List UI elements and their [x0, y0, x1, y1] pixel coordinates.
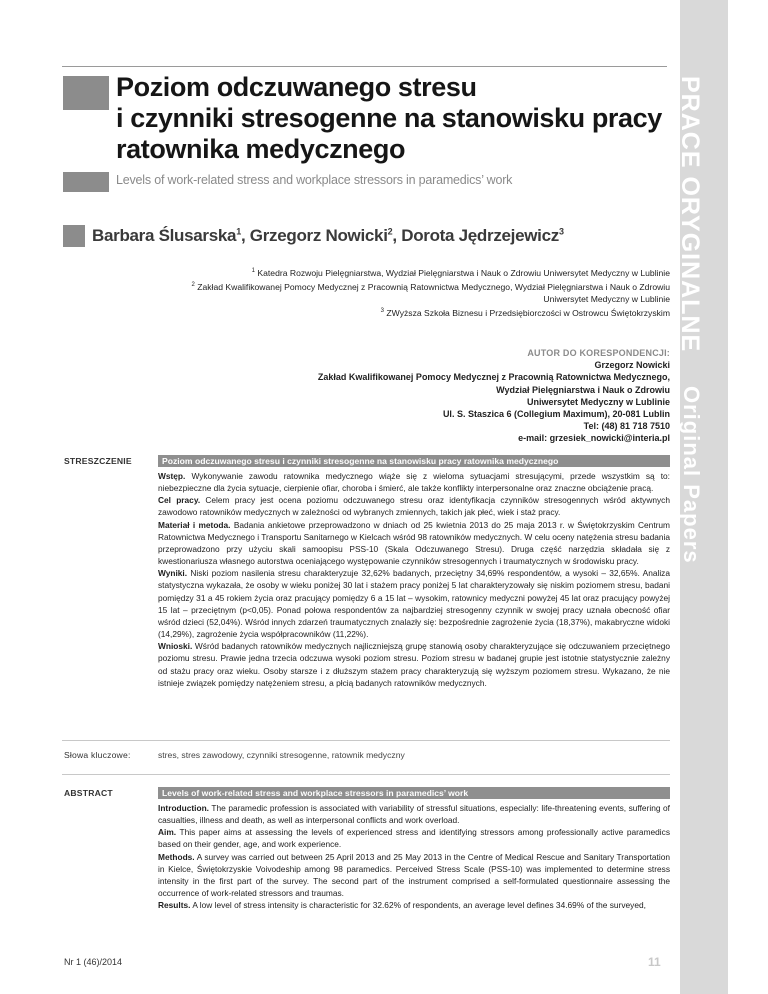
- correspondence-line: Wydział Pielęgniarstwa i Nauk o Zdrowiu: [496, 384, 670, 395]
- article-title: [116, 72, 676, 165]
- issue-number: Nr 1 (46)/2014: [64, 957, 123, 967]
- correspondence-email: e-mail: grzesiek_nowicki@interia.pl: [518, 433, 670, 444]
- paragraph: Wnioski. Wśród badanych ratowników medycznych najliczniejszą grupę stanowią osoby charakteryzujące się odczuwaniem przeciętnego poziomu stresu. Prawie jedna trzecia odczuwa wysoki poziom stresu. Poziom stresu w badanej grupie jest istotnie statystycznie zależny od stażu pracy oraz wieku. Osoby starsze i z dłuższym stażem pracy charakteryzują się wyższym poziomem stresu. Wykazano, że nie istnieje związek pomiędzy natężeniem stresu, a płcią badanych ratowników medycznych.: [158, 641, 670, 688]
- paragraph: Cel pracy. Celem pracy jest ocena poziomu odczuwanego stresu oraz identyfikacja czynników stresogennych wśród aktywnych zawodowo ratowników medycznych w zależności od wybranych zmiennych, takich jak płeć, wiek i staż pracy.: [158, 495, 670, 518]
- author-1-sup: 1: [236, 226, 241, 237]
- section-divider: [62, 774, 670, 775]
- streszczenie-label: STRESZCZENIE: [64, 456, 132, 466]
- paragraph: Wstęp. Wykonywanie zawodu ratownika medycznego wiąże się z wieloma sytuacjami stresującymi, przede wszystkim są to: niebezpieczne dla życia sytuacje, cierpienie ofiar, choroba i śmierć, ale także konflikty interpersonalne oraz znaczne obciążenie pracą.: [158, 471, 670, 494]
- subtitle-marker-box: [63, 172, 109, 192]
- abstract-body: [158, 802, 670, 911]
- correspondence-heading: AUTOR DO KORESPONDENCJI:: [527, 348, 670, 358]
- correspondence-block: [150, 347, 670, 445]
- affiliation-2-cont: Uniwersytet Medyczny w Lublinie: [543, 293, 670, 304]
- title-marker-box: [63, 76, 109, 110]
- title-line-2: i czynniki stresogenne na stanowisku pracy: [116, 103, 662, 133]
- page-number: 11: [648, 955, 661, 969]
- author-2-sup: 2: [387, 226, 393, 237]
- correspondence-line: Zakład Kwalifikowanej Pomocy Medycznej z Pracownią Ratownictwa Medycznego,: [317, 372, 670, 383]
- keywords-label: Słowa kluczowe:: [64, 750, 131, 760]
- author-1: Barbara Ślusarska: [92, 226, 237, 245]
- paragraph: Results. A low level of stress intensity is characteristic for 32.62% of respondents, an average level defines 34.69% of the surveyed,: [158, 900, 646, 911]
- paragraph: Materiał i metoda. Badania ankietowe przeprowadzono w dniach od 25 kwietnia 2013 do 25 maja 2013 r. w Świętokrzyskim Centrum Ratownictwa Medycznego i Transportu Sanitarnego w Kielcach wśród 98 ratowników medycznych. W celu oceny natężenia stresu badania przeprowadzono przy użyciu skali samoopisu PSS-10 (Skala Odczuwanego Stresu). Druga część narzędzia składała się z kwestionariusza własnego autorstwa oceniającego występowanie czynników stresogennych i traumatycznych w środowisku pracy.: [158, 519, 671, 567]
- title-line-3: ratownika medycznego: [116, 134, 406, 164]
- paragraph: Introduction. The paramedic profession is associated with variability of stressful situations, especially: life-threatening events, suffering of casualties, illness and death, as well as interpersonal conflicts and work overload.: [158, 803, 670, 826]
- section-divider: [62, 740, 670, 741]
- paragraph: Methods. A survey was carried out between 25 April 2013 and 25 May 2013 in the Centre of Medical Rescue and Sanitary Transportation in Kielce, Świętokrzyskie Voivodeship among 98 paramedics. Perceived Stress Scale (PSS-10) was implemented to determine stress intensity in the first part of the survey. The second part of the instrument comprised a self-formulated questionnaire assessing the occurrence of work-related stressors and traumas.: [158, 851, 671, 899]
- author-list: Barbara Ślusarska$^1$, Grzegorz Nowicki$^2$, Dorota Jędrzejewicz$^3$: [92, 226, 564, 245]
- paragraph: Wyniki. Niski poziom nasilenia stresu charakteryzuje 32,62% badanych, przeciętny 34,69% respondentów, a wysoki – 32,65%. Analiza statystyczna wykazała, że osoby w wieku poniżej 30 lat i stażem pracy poniżej 5 lat charakteryzowały się niskim poziomem stresu, badani pomiędzy 31 a 45 rokiem życia oraz pracujący pomiędzy 6 a 15 lat – wysokim, ratownicy medyczni powyżej 45 lat oraz pracujący powyżej 15 lat – przeciętnym (p<0,05). Ponad połowa respondentów za najbardziej stresogenny czynnik w swojej pracy uznała obecność ofiar wśród dzieci (52,04%). Wśród innych zdarzeń traumatycznych znalazły się: bezpośrednie zagrożenie życia (18,37%), makabryczne widoki (14,29%), zagrożenie życia współpracowników (11,22%).: [158, 568, 670, 640]
- correspondence-line: Grzegorz Nowicki: [594, 360, 670, 371]
- affiliation-3: $^3$ ZWyższa Szkoła Biznesu i Przedsiębiorczości w Ostrowcu Świętokrzyskim: [380, 307, 670, 318]
- authors-marker-box: [63, 225, 85, 247]
- keywords-text: stres, stres zawodowy, czynniki stresogenne, ratownik medyczny: [158, 750, 405, 760]
- side-label-original-papers: Original Papers: [679, 386, 704, 564]
- author-3: Dorota Jędrzejewicz: [401, 226, 559, 245]
- streszczenie-title-bar: Poziom odczuwanego stresu i czynniki stresogenne na stanowisku pracy ratownika medycznego: [158, 455, 670, 467]
- author-3-sup: 3: [558, 226, 564, 237]
- correspondence-line: Tel: (48) 81 718 7510: [583, 421, 670, 432]
- article-subtitle: Levels of work-related stress and workplace stressors in paramedics’ work: [116, 173, 513, 187]
- affiliation-1: $^1$ Katedra Rozwoju Pielęgniarstwa, Wydział Pielęgniarstwa i Nauk o Zdrowiu Uniwersytet Medyczny w Lublinie: [251, 267, 670, 278]
- title-line-1: Poziom odczuwanego stresu: [116, 72, 477, 102]
- affiliations: [190, 265, 670, 319]
- affiliation-2: $^2$ Zakład Kwalifikowanej Pomocy Medycznej z Pracownią Ratownictwa Medycznego, Wydział Pielęgniarstwa i Nauk o Zdrowiu: [191, 281, 670, 292]
- paragraph: Aim. This paper aims at assessing the levels of experienced stress and identifying stressors among professionally active paramedics based on their gender, age, and work experience.: [158, 827, 670, 850]
- correspondence-line: Ul. S. Staszica 6 (Collegium Maximum), 20-081 Lublin: [442, 409, 670, 420]
- abstract-label: ABSTRACT: [64, 788, 113, 798]
- top-rule: [62, 66, 667, 67]
- correspondence-line: Uniwersytet Medyczny w Lublinie: [526, 396, 670, 407]
- side-label-prace-oryginalne: PRACE ORYGINALNE: [676, 76, 704, 353]
- streszczenie-body: [158, 470, 670, 689]
- author-2: Grzegorz Nowicki: [249, 226, 388, 245]
- abstract-title-bar: Levels of work-related stress and workplace stressors in paramedics’ work: [158, 787, 670, 799]
